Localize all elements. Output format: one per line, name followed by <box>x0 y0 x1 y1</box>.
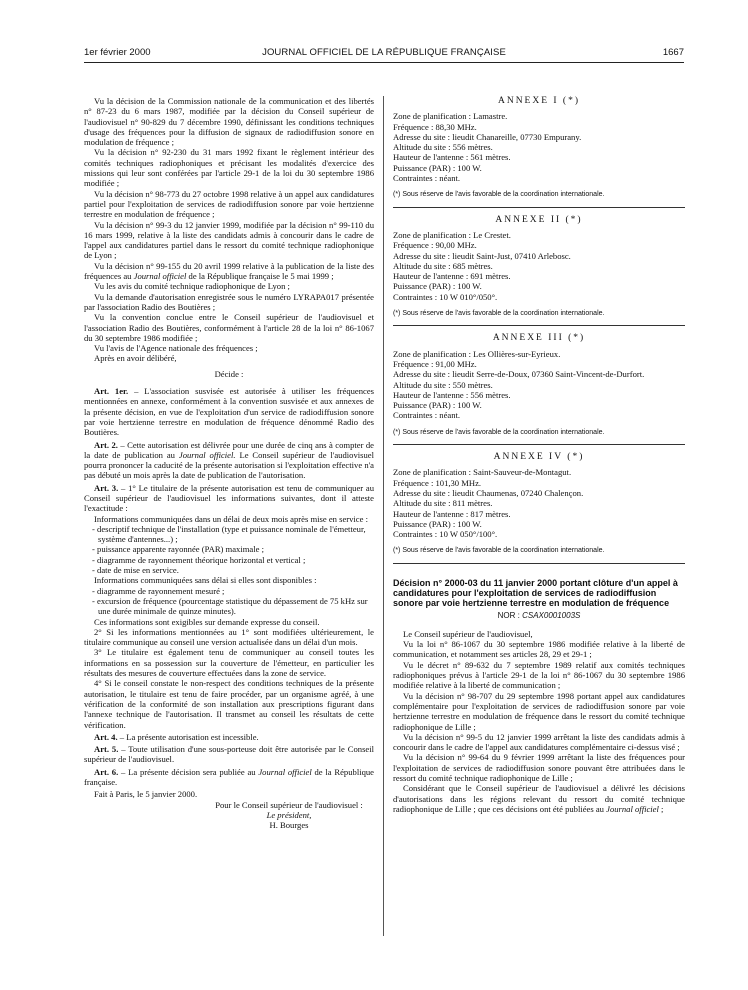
info-closing: Ces informations sont exigibles sur demande expresse du conseil. <box>94 616 320 627</box>
annexe-title: ANNEXE IV (*) <box>493 452 585 463</box>
left-column <box>84 96 374 830</box>
signature-role: Le président, <box>266 809 312 820</box>
annexe-line: Fréquence : 90,00 MHz. <box>393 240 477 251</box>
annexe-line: Contraintes : néant. <box>393 173 461 184</box>
visa-paragraph: Vu la décision de la Commission nationale de la communication et des libertés n° 87-23 du 6 mars 1987, modifiée par la décision du Conseil supérieur de l'audiovisuel n° 90-829 du 7 décembre 1990, définissant les conditions techniques d'usage des fréquences pour la diffusion de signaux de radiodiffusion sonore en modulation de fréquence ; <box>84 96 374 148</box>
visa-paragraph: Vu la décision n° 99-155 du 20 avril 1999 relative à la publication de la liste des fréquences au Journal officiel de la République française le 5 mai 1999 ; <box>84 260 374 282</box>
list-item: - puissance apparente rayonnée (PAR) maximale ; <box>92 544 264 555</box>
annexe-line: Altitude du site : 550 mètres. <box>393 379 493 390</box>
article-6: Art. 6. – La présente décision sera publiée au Journal officiel de la République française. <box>84 766 374 787</box>
annexe-line: Puissance (PAR) : 100 W. <box>393 162 482 173</box>
annexe-line: Fréquence : 88,30 MHz. <box>393 121 477 132</box>
info-intro: Informations communiquées dans un délai de deux mois après mise en service : <box>94 513 368 524</box>
article-1: Art. 1er. – L'association susvisée est autorisée à utiliser les fréquences mentionnées en annexe, conformément à la convention susvisée et aux annexes de la présente décision, en vue de l'exploitation d'un service de radiodiffusion sonore par voie hertzienne terrestre en modulation de fréquence dénommé Radio des Boutières. <box>84 386 374 438</box>
annexe-line: Adresse du site : lieudit Chaumenas, 07240 Chalençon. <box>393 487 584 498</box>
decision-title: Décision n° 2000-03 du 11 janvier 2000 portant clôture d'un appel à candidatures pour l'exploitation de services de radiodiffusion sonore par voie hertzienne terrestre en modulation de fréquence <box>393 577 678 609</box>
signature-block <box>84 800 374 831</box>
decision-paragraph: Le Conseil supérieur de l'audiovisuel, <box>403 628 533 639</box>
signature-name: H. Bourges <box>269 820 309 831</box>
annexe-line: Puissance (PAR) : 100 W. <box>393 281 482 292</box>
annexe-line: Contraintes : 10 W 010°/050°. <box>393 291 498 302</box>
annexe-line: Hauteur de l'antenne : 561 mètres. <box>393 152 511 163</box>
page-header <box>84 47 684 61</box>
annexe-block <box>393 333 685 445</box>
visa-paragraph: Vu les avis du comité technique radiophonique de Lyon ; <box>94 281 290 292</box>
annexe-line: Zone de planification : Les Ollières-sur-Eyrieux. <box>393 348 561 359</box>
list-item: - date de mise en service. <box>92 565 179 576</box>
visa-paragraph: Après en avoir délibéré, <box>94 353 177 364</box>
info-list <box>84 524 374 575</box>
annexe-line: Adresse du site : lieudit Chanareille, 07730 Empurany. <box>393 131 582 142</box>
header-page-number: 1667 <box>662 47 684 58</box>
annexe-line: Zone de planification : Saint-Sauveur-de-Montagut. <box>393 467 572 478</box>
signature-place-date: Fait à Paris, le 5 janvier 2000. <box>94 789 198 800</box>
header-title: JOURNAL OFFICIEL DE LA RÉPUBLIQUE FRANÇAISE <box>262 47 506 58</box>
list-item: - diagramme de rayonnement mesuré ; <box>92 585 225 596</box>
annexe-line: Hauteur de l'antenne : 556 mètres. <box>393 389 511 400</box>
article-3: Art. 3. – 1° Le titulaire de la présente autorisation est tenu de communiquer au Conseil supérieur de l'audiovisuel les informations suivantes, dont il atteste l'exactitude : <box>84 482 375 514</box>
annexe-block <box>393 452 685 564</box>
visa-paragraph: Vu la décision n° 99-3 du 12 janvier 1999, modifiée par la décision n° 99-110 du 16 mars 1999, relative à la liste des candidats admis à concourir dans le cadre de l'appel aux candidatures partiel dans le ressort du comité technique radiophonique de Lyon ; <box>84 219 374 261</box>
decision-paragraph: Vu le décret n° 89-632 du 7 septembre 1989 relatif aux comités techniques radiophoniques prévus à l'article 29-1 de la loi n° 86-1067 du 30 septembre 1986 modifiée relative à la liberté de communication ; <box>393 659 685 691</box>
annexe-divider <box>393 563 685 564</box>
annexe-note: (*) Sous réserve de l'avis favorable de la coordination internationale. <box>393 310 605 318</box>
info-intro: Informations communiquées sans délai si elles sont disponibles : <box>94 575 317 586</box>
list-item: - descriptif technique de l'installation (type et puissance nominale de l'émetteur, système d'antennes...) ; <box>92 523 366 545</box>
annexe-line: Fréquence : 101,30 MHz. <box>393 477 482 488</box>
annexe-block <box>393 215 685 327</box>
visa-paragraph: Vu la décision n° 98-773 du 27 octobre 1998 relative à un appel aux candidatures partiel pour l'exploitation de services de radiodiffusion sonore par voie hertzienne terrestre en modulation de fréquence ; <box>84 188 374 220</box>
annexe-title: ANNEXE I (*) <box>497 96 581 106</box>
article-3-para-3: 3° Le titulaire est également tenu de communiquer au conseil toutes les informations en sa possession sur la couverture de l'émetteur, en particulier les résultats des mesures de couverture effectuées dans la zone de service. <box>84 647 374 679</box>
right-column <box>393 96 685 814</box>
annexe-note: (*) Sous réserve de l'avis favorable de la coordination internationale. <box>393 428 605 436</box>
annexe-block <box>393 96 685 208</box>
annexe-title: ANNEXE III (*) <box>492 333 586 344</box>
header-date: 1er février 2000 <box>84 47 151 58</box>
visa-paragraph: Vu la décision n° 92-230 du 31 mars 1992 fixant le règlement intérieur des comités techniques radiophoniques et précisant les modalités d'exercice des missions qui leur sont conférées par l'article 29-1 de la loi du 30 septembre 1986 modifiée ; <box>84 147 374 189</box>
annexe-line: Puissance (PAR) : 100 W. <box>393 400 482 411</box>
article-3-para-2: 2° Si les informations mentionnées au 1° sont modifiées ultérieurement, le titulaire communique au conseil une version actualisée dans un délai d'un mois. <box>84 626 374 648</box>
decision-paragraph: Vu la décision n° 99-64 du 9 février 1999 arrêtant la liste des fréquences pour l'exploitation de services de radiodiffusion sonore pouvant être attribuées dans le ressort du comité technique radiophonique de Lille ; <box>393 752 685 784</box>
annexe-line: Hauteur de l'antenne : 691 mètres. <box>393 271 511 282</box>
decision-paragraph: Vu la décision n° 99-5 du 12 janvier 1999 arrêtant la liste des candidats admis à concourir dans le cadre de l'appel aux candidatures complémentaire ci-dessus visé ; <box>393 731 685 753</box>
column-divider <box>383 96 384 936</box>
visa-paragraph: Vu l'avis de l'Agence nationale des fréquences ; <box>94 343 258 354</box>
article-4: Art. 4. – La présente autorisation est incessible. <box>94 731 259 742</box>
visa-paragraph: Vu la convention conclue entre le Conseil supérieur de l'audiovisuel et l'association Radio des Boutières, conformément à l'article 28 de la loi n° 86-1067 du 30 septembre 1986 modifiée ; <box>84 312 374 343</box>
annexe-line: Zone de planification : Lamastre. <box>393 111 508 122</box>
info-list <box>84 586 374 617</box>
list-item: - diagramme de rayonnement théorique horizontal et vertical ; <box>92 554 306 565</box>
article-3-para-4: 4° Si le conseil constate le non-respect des conditions techniques de la présente autorisation, le titulaire est tenu de faire procéder, par un organisme agréé, à une vérification de la conformité de son installation aux prescriptions figurant dans l'annexe technique de l'autorisation. Il transmet au conseil les résultats de cette vérification. <box>84 678 374 730</box>
decision-paragraph: Vu la loi n° 86-1067 du 30 septembre 1986 modifiée relative à la liberté de communication, et notamment ses articles 28, 29 et 29-1 ; <box>393 639 685 660</box>
annexe-line: Zone de planification : Le Crestet. <box>393 229 511 240</box>
annexe-line: Contraintes : néant. <box>393 410 461 421</box>
annexe-title: ANNEXE II (*) <box>495 214 583 225</box>
annexe-divider <box>393 325 685 326</box>
visa-paragraph: Vu la demande d'autorisation enregistrée sous le numéro LYRAPA017 présentée par l'association Radio des Boutières ; <box>84 291 374 312</box>
annexe-line: Puissance (PAR) : 100 W. <box>393 518 482 529</box>
annexe-note: (*) Sous réserve de l'avis favorable de la coordination internationale. <box>393 547 605 555</box>
decision-paragraph: Considérant que le Conseil supérieur de l'audiovisuel a délivré les décisions d'autorisations dans les régions relevant du ressort du comité technique radiophonique de Lille ; que ces décisions ont été publiées au Journal officiel ; <box>393 783 685 814</box>
header-rule <box>84 62 684 63</box>
nor-reference: NOR : CSAX0001003S <box>497 610 581 620</box>
annexe-line: Fréquence : 91,00 MHz. <box>393 358 477 369</box>
annexe-divider <box>393 207 685 208</box>
annexe-line: Hauteur de l'antenne : 817 mètres. <box>393 508 511 519</box>
annexe-line: Altitude du site : 685 mètres. <box>393 260 493 271</box>
annexe-line: Contraintes : 10 W 050°/100°. <box>393 529 498 540</box>
list-item: - excursion de fréquence (pourcentage statistique du dépassement de 75 kHz sur une durée minimale de quinze minutes). <box>92 595 368 617</box>
annexe-line: Adresse du site : lieudit Serre-de-Doux, 07360 Saint-Vincent-de-Durfort. <box>393 369 645 380</box>
signature-pour: Pour le Conseil supérieur de l'audiovisuel : <box>215 799 363 810</box>
decide-heading: Décide : <box>214 368 244 379</box>
article-2: Art. 2. – Cette autorisation est délivrée pour une durée de cinq ans à compter de la date de publication au Journal officiel. Le Conseil supérieur de l'audiovisuel pourra prononcer la caducité de la présente autorisation si l'exploitation effective n'a pas débuté un mois après la date de publication de l'autorisation. <box>84 439 374 481</box>
annexe-line: Adresse du site : lieudit Saint-Just, 07410 Arlebosc. <box>393 250 571 261</box>
annexe-line: Altitude du site : 811 mètres. <box>393 498 493 509</box>
decision-paragraph: Vu la décision n° 98-707 du 29 septembre 1998 portant appel aux candidatures complémentaire pour l'exploitation de services de radiodiffusion sonore par voie hertzienne terrestre en modulation de fréquence dans le ressort du comité technique radiophonique de Lille ; <box>393 690 685 732</box>
annexe-note: (*) Sous réserve de l'avis favorable de la coordination internationale. <box>393 191 605 199</box>
annexe-line: Altitude du site : 556 mètres. <box>393 142 493 153</box>
annexe-divider <box>393 444 685 445</box>
article-5: Art. 5. – Toute utilisation d'une sous-porteuse doit être autorisée par le Conseil supérieur de l'audiovisuel. <box>84 744 374 765</box>
